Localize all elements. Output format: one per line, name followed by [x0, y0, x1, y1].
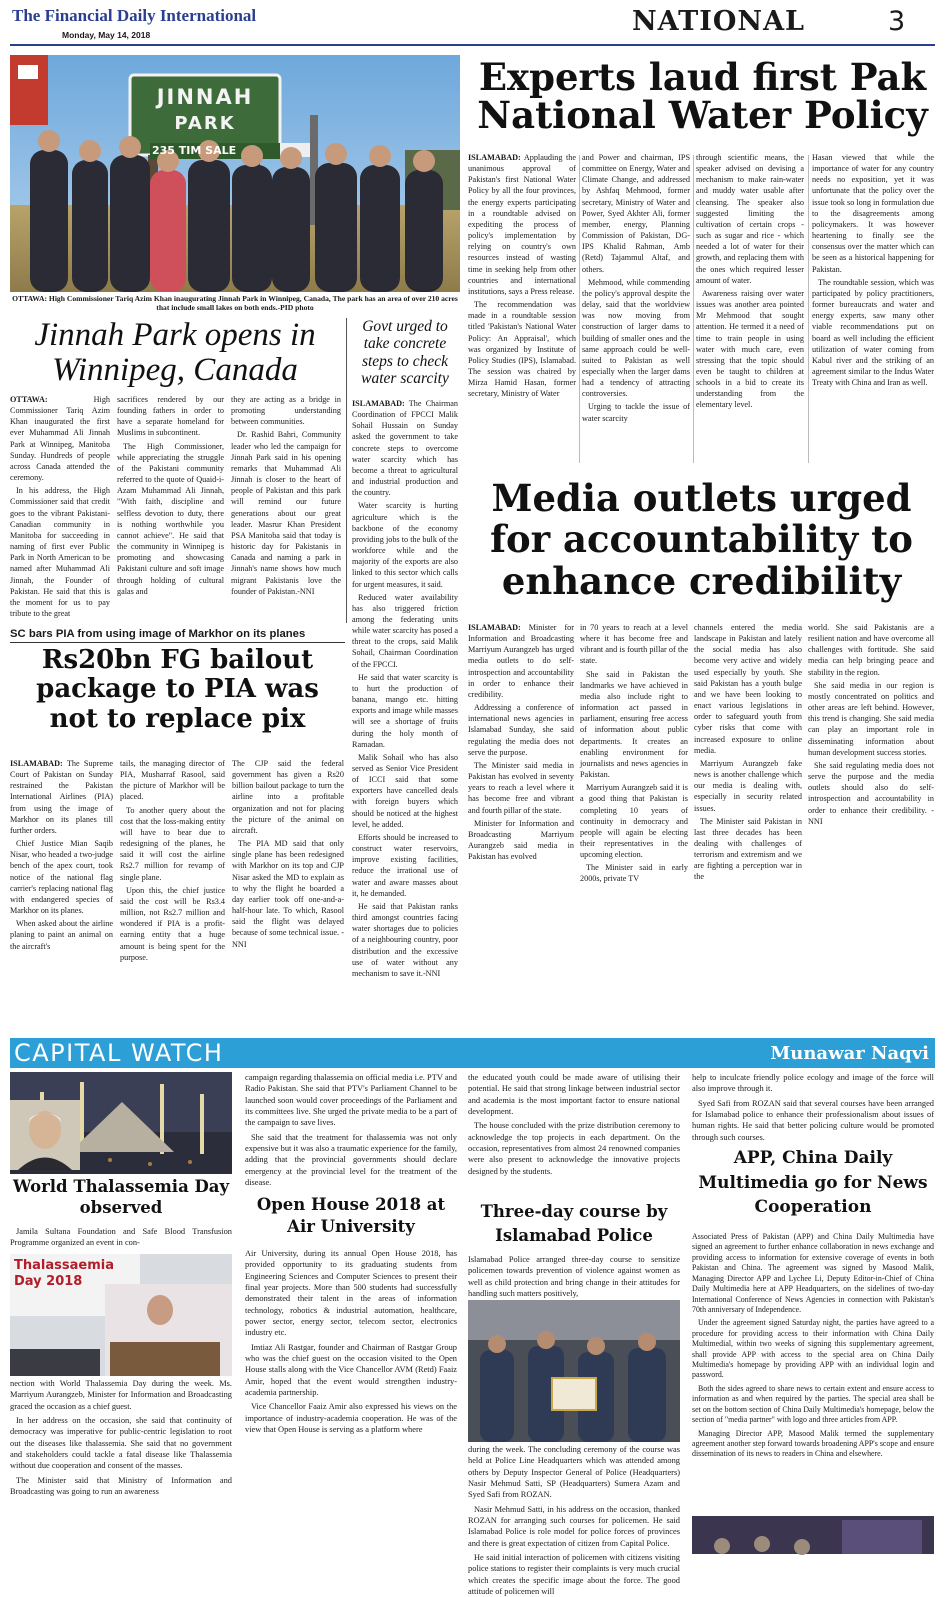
- jinnah-col3: [231, 394, 341, 624]
- police-body: [468, 1254, 680, 1299]
- air-university-body: [245, 1248, 457, 1550]
- paragraph: Reduced water availability has also triggered friction among the federating units while water scarcity has posed a threat to the crops, said Malik Sohail, Chairman Coordination of the FPCCI.: [352, 592, 458, 669]
- paragraph: Associated Press of Pakistan (APP) and China Daily Multimedia have signed an agreement to further enhance collaboration in news exchange and providing access to information for extensive coverage of events in both Pakistan and China. The agreement was signed by Masood Malik, Managing Director APP and Lychee Li, Deputy Editor-in-Chief of China Daily Multimedia here at APP Headquarters, on the sidelines of two-day International Conference of News Agencies in connection with Pakistan's 70th anniversary of Independence.: [692, 1232, 934, 1314]
- paragraph: In his address, the High Commissioner said that credit goes to the vibrant Pakistani-Canadian community in Manitoba for succeeding in naming of first ever Public Park in North American to be named after Muhammad Ali Jinnah, the Founder of Pakistan. He said that this is the moment for us to pay tribute to the great: [10, 486, 110, 618]
- jinnah-headline: Jinnah Park opens in Winnipeg, Canada: [34, 317, 316, 388]
- street-sign: 235 TIM SALE: [152, 144, 237, 157]
- park-sign-line1: JINNAH: [156, 85, 254, 109]
- paragraph: they are acting as a bridge in promoting understanding between communities.: [231, 395, 341, 427]
- paragraph: ISLAMABAD: Minister for Information and Broadcasting Marriyum Aurangzeb has urged media outlets to do self-introspection and accountability in order to enhance their credibility.: [468, 623, 574, 699]
- paragraph: The Minister said that Ministry of Information and Broadcasting was going to run an awareness: [10, 1475, 232, 1497]
- police-ceremony-photo: [468, 1300, 680, 1442]
- thalassemia-event-photo: [10, 1254, 232, 1376]
- thalassemia-col2-top: [245, 1072, 457, 1192]
- police-col4-top: [692, 1072, 934, 1142]
- media-headline: Media outlets urged for accountability to enhance credibility: [490, 476, 913, 603]
- paragraph: The CJP said the federal government has given a Rs20 billion bailout package to turn the airline into a profitable organization and not for placing the picture of the animal on aircraft.: [232, 759, 344, 835]
- water-policy-headline: Experts laud first Pak National Water Policy: [477, 55, 928, 138]
- paragraph: Addressing a conference of international news agencies in Islamabad Sunday, she said regulating the media does not serve the purpose.: [468, 703, 574, 757]
- masthead: [0, 0, 945, 50]
- paragraph: sacrifices rendered by our founding fathers in order to have a separate homeland for Muslims in subcontinent.: [117, 395, 224, 438]
- paragraph: Efforts should be increased to construct water reservoirs, improve existing facilities, reduce the irrational use of water and aware masses about it, he demanded.: [352, 832, 458, 898]
- paragraph: world. She said Pakistanis are a resilient nation and have overcome all challenges with fortitude. She said media can help bringing peace and stability in the region.: [808, 623, 934, 677]
- jinnah-col1: [10, 394, 110, 624]
- paragraph: Water scarcity is hurting agriculture which is the backbone of the economy providing jobs to the bulk of the workforce while and the majority of the exports are also linked to this sector which calls for urgent measures, it said.: [352, 501, 458, 589]
- masthead-rule: [10, 44, 935, 46]
- paragraph: The Minister said media in Pakistan has evolved in seventy years to reach a level where it has become free and vibrant and fourth pillar of the state.: [468, 760, 574, 815]
- paragraph: Managing Director APP, Masood Malik termed the supplementary agreement another step forward towards broadening APP's scope and ensure dissemination of its news to readers in China and elsewhere.: [692, 1428, 934, 1459]
- thalassemia-headline: World Thalassemia Day observed: [12, 1177, 230, 1218]
- paragraph: Marriyum Aurangzeb fake news is another challenge which our media is dealing with, especially in security related issues.: [694, 758, 802, 813]
- paragraph: He said that water scarcity is to hurt the production of banana, mango etc. hitting exports and image while masses will see a shortage of fruits during the holy month of Ramadan.: [352, 672, 458, 749]
- paragraph: channels entered the media landscape in Pakistan and lately the social media has also become very active and widely used especially by youth. She said Pakistan has a youth bulge and we have been looking to enact various legislations in order to safeguard youth from cyber risks that come with increased exposure to online media.: [694, 623, 802, 755]
- paragraph: campaign regarding thalassemia on official media i.e. PTV and Radio Pakistan. She said that PTV's Parliament Channel to be launched soon would cover proceedings of the Parliament and its committees live. She urged the private media to be a part of the campaign to save lives.: [245, 1073, 457, 1128]
- pia-col3: [232, 758, 344, 1034]
- columnist-byline: Munawar Naqvi: [770, 1043, 929, 1064]
- paragraph: Malik Sohail who has also served as Senior Vice President of ICCI said that some exporters have cancelled deals with foreign buyers which should be noticed at the highest level, he added.: [352, 752, 458, 829]
- paragraph: She said that the treatment for thalassemia was not only expensive but it was also a traumatic experience for the family, adding that the provincial governments should declare emergency at the provincial level for the treatment of the disease.: [245, 1132, 457, 1188]
- paragraph: Both the sides agreed to share news to certain extent and ensure access to information as and when required by the parties. The special area shall be set on the bottom section of China Daily Multimedia's homepage, below the section of "media partner" with logo and three articles from APP.: [692, 1383, 934, 1425]
- paragraph: Mehmood, while commending the policy's approval despite the delay, said that the worldview was now moving from construction of larger dams to building of smaller ones and the same approach could be well-suited to Pakistan as well especially when the larger dams had a tendency of attracting controversies.: [582, 277, 690, 399]
- paper-name: The Financial Daily International: [12, 6, 257, 25]
- paragraph: Hasan viewed that while the importance of water for any country needs no exposition, yet it was unfortunate that the policy over the issue took so long in formulation due to the disagreements among policymakers. It was however heartening to finally see the consensus over the matter which can be seen as a historical happening for Pakistan.: [812, 153, 934, 274]
- paragraph: Nasir Mehmud Satti, in his address on the occasion, thanked ROZAN for arranging such courses for policemen. He said Islamabad Police is role model for police forces of provinces and there is great expectation of citizen from Capital Police.: [468, 1504, 680, 1548]
- media-col2: [580, 622, 688, 1034]
- paragraph: Upon this, the chief justice said the cost will be Rs3.4 million, not Rs2.7 million and wondered if PIA is a profit-earning entity that a huge amount is being spent for the purpose.: [120, 885, 225, 962]
- paragraph: The recommendation was made in a roundtable session titled 'Pakistan's National Water Policy: An Appraisal', which was organized by Institute of Policy Studies (IPS), Islamabad. The session was chaired by Mirza Hamid Hasan, former secretary, Ministry of Water: [468, 300, 576, 399]
- dateline: ISLAMABAD:: [468, 153, 521, 162]
- paragraph: He said that Pakistan ranks third amongst countries facing water shortages due to policies of a neighbouring country, poor distribution and the excessive use of water without any mechanism to save it.-NNI: [352, 901, 458, 978]
- scarcity-headline: Govt urged to take concrete steps to check water scarcity: [361, 318, 449, 388]
- app-body: [692, 1232, 934, 1514]
- paragraph: She said in Pakistan the landmarks we have achieved in media also include right to information act passed in parliament, ensuring free access of information about public departments. It creates an enabling environment for journalists and news agencies in Pakistan.: [580, 669, 688, 780]
- scarcity-left-rule: [346, 318, 347, 623]
- paragraph: Syed Safi from ROZAN said that several courses have been arranged for Islamabad police to enhance their professionalism about issues of human rights. He said that better policing culture would be promoted through such courses.: [692, 1098, 934, 1142]
- paragraph: through scientific means, the speaker advised on devising a mechanism to make rain-water and muddy water usable after cleansing. The speaker also suggested limiting the cultivation of certain crops - such as sugar and rice - which needed a lot of water for their growth, and replacing them with the ones which required lesser amount of water.: [696, 153, 804, 285]
- thalassemia-continued: [10, 1378, 232, 1550]
- paragraph: She said regulating media does not serve the purpose and the media outlets should also do self-introspection and accountability in order to enhance their credibility. - NNI: [808, 760, 934, 826]
- jinnah-park-photo: [10, 55, 460, 292]
- media-col1: [468, 622, 574, 1034]
- paragraph: ISLAMABAD: Applauding the unanimous approval of Pakistan's first National Water Policy by all the four provinces, the energy experts participating in a roundtable advised on expediting the process of policy's implementation by relying on country's own resources instead of wasting time in seeking help from other countries and international institutions, says a Press release.: [468, 153, 576, 296]
- paragraph: help to inculcate friendly police ecology and image of the force will also improve through it.: [692, 1073, 934, 1094]
- paragraph: in 70 years to reach at a level where it has become free and vibrant and is fourth pillar of the state.: [580, 623, 688, 666]
- air-university-headline: Open House 2018 at Air University: [256, 1195, 446, 1237]
- thalassemia-intro: Jamila Sultana Foundation and Safe Blood Transfusion Programme organized an event in con-: [10, 1227, 232, 1248]
- paragraph: He said initial interaction of policemen with citizens visiting police stations to register their complaints is very much crucial which creates the specific image about the force. The good attitude of policemen will: [468, 1553, 680, 1597]
- paragraph: In her address on the occasion, she said that continuity of democracy was imperative for public-centric legislation to root out the diseases like thalassemia. She said that no government and stakeholders could tackle a fatal disease like Thalassemia without due cooperation and consent of the masses.: [10, 1416, 232, 1471]
- capital-watch-title: CAPITAL WATCH: [14, 1039, 224, 1067]
- paragraph: tails, the managing director of PIA, Musharraf Rasool, said the picture of Markhor will be placed.: [120, 759, 225, 802]
- park-sign-line2: PARK: [174, 113, 236, 134]
- dateline: ISLAMABAD:: [10, 759, 63, 768]
- media-col3: [694, 622, 802, 1034]
- water-policy-col1: [468, 152, 576, 468]
- paragraph: Urging to tackle the issue of water scarcity: [582, 402, 690, 423]
- water-policy-col4: [812, 152, 934, 468]
- scarcity-body: [352, 398, 458, 1033]
- paragraph: and Power and chairman, IPS committee on Energy, Water and Climate Change, and addressed by Ashfaq Mehmood, former secretary, Ministry of Water and Power, Syed Akhter Ali, former member, energy, Planning Commission of Pakistan, DG-IPS Khalid Rahman, Amb (Retd) Tajammul Altaf, and others.: [582, 153, 690, 274]
- paragraph: OTTAWA: High Commissioner Tariq Azim Khan inaugurated the first ever Muhammad Ali Jinnah Park at Winnipeg, Manitoba Sunday. Hundreds of people across Canada attended the ceremony.: [10, 395, 110, 483]
- paragraph: The Minister said Pakistan in last three decades has been dealing with challenges of terrorism and extremism and we are fighting a perception war in the: [694, 816, 802, 882]
- capital-watch-banner: [10, 1038, 935, 1068]
- paragraph: Minister for Information and Broadcasting Marriyum Aurangzeb said media in Pakistan has evolved: [468, 818, 574, 862]
- thalassemia-banner-text: Thalassaemia Day 2018: [14, 1258, 114, 1289]
- dateline: ISLAMABAD:: [352, 399, 405, 408]
- air-university-col3-top: [468, 1072, 680, 1200]
- paragraph: Awareness raising over water issues was another area pointed Mr Mehmood that sought attention. He termed it a need of time to train people in using water with much care, even stressing that the topic should even be taught to children at schools in a bid to create its understanding from the elementary level.: [696, 288, 804, 410]
- app-conference-photo: [692, 1516, 934, 1554]
- jinnah-photo-caption: OTTAWA: High Commissioner Tariq Azim Khan inaugurating Jinnah Park in Winnipeg, Canada, The park has an area of over 210 acres that include small lakes on both ends.-PID photo: [12, 294, 458, 313]
- dateline: OTTAWA:: [10, 395, 48, 404]
- paragraph: during the week. The concluding ceremony of the course was held at Police Line Headquarters which was attended among others by Deputy Inspector General of Police (Headquarters) Nasir Mehmud Satti, SP (Headquarters) Sumera Azam and Syed Safi from ROZAN.: [468, 1445, 680, 1500]
- water-policy-col3: [696, 152, 804, 468]
- paragraph: The Minister said in early 2000s, private TV: [580, 863, 688, 884]
- paragraph: Imtiaz Ali Rastgar, founder and Chairman of Rastgar Group who was the chief guest on the occasion visited to the Open House stalls along with the Vice Chancellor AVM (Retd) Faaiz Amir, hoped that the event would strengthen industry-academia partnership.: [245, 1342, 457, 1398]
- water-divider-1: [579, 155, 580, 463]
- dateline: ISLAMABAD:: [468, 623, 521, 632]
- paragraph: Chief Justice Mian Saqib Nisar, who headed a two-judge bench of the apex court, took notice of the national flag carrier's replacing national flag with endangered species of Markhor on its planes.: [10, 839, 113, 916]
- police-continued: [468, 1444, 680, 1597]
- water-policy-col2: [582, 152, 690, 468]
- jinnah-col2: [117, 394, 224, 624]
- paragraph: Under the agreement signed Saturday night, the parties have agreed to a procedure for providing access to their information with China Daily Multimedial, within two weeks of signing this supplementary agreement, shall provide APP with access to the special area on China Daily Multimedia's homepage by providing APP with an individual login and password.: [692, 1318, 934, 1380]
- page-number: 3: [888, 6, 906, 37]
- paragraph: Marriyum Aurangzeb said it is a good thing that Pakistan is completing 10 years of continuity in democracy and people will again be electing their representatives in the upcoming election.: [580, 783, 688, 860]
- pia-col2: [120, 758, 225, 1034]
- paragraph: The house concluded with the prize distribution ceremony to acknowledge the top projects in each department. On the occasion, representatives from almost 24 renowned companies were also present to acknowledge the innovative projects designed by the students.: [468, 1121, 680, 1176]
- paragraph: Islamabad Police arranged three-day course to sensitize policemen towards prevention of violence against women as well as child protection and bring change in their attitudes for handling such matters positively,: [468, 1255, 680, 1299]
- jinnah-portrait-photo: [10, 1100, 80, 1170]
- police-headline: Three-day course by Islamabad Police: [480, 1202, 668, 1245]
- paragraph: She said media in our region is mostly concentrated on politics and other areas are left behind. However, this trend is changing. She said media can play an important role in disseminating information about human development success stories.: [808, 680, 934, 757]
- paragraph: When asked about the airline planing to paint an animal on the aircraft's: [10, 919, 113, 951]
- paragraph: ISLAMABAD: The Supreme Court of Pakistan on Sunday restrained the Pakistan International Airlines (PIA) from using the image of Markhor on its planes till further orders.: [10, 759, 113, 835]
- media-col4: [808, 622, 934, 1034]
- issue-date: Monday, May 14, 2018: [62, 30, 151, 40]
- water-divider-3: [808, 155, 809, 463]
- paragraph: Dr. Rashid Bahri, Community leader who led the campaign for Jinnah Park said in his opening remarks that Muhammad Ali Jinnah is closer to the heart of people of Pakistan and this park will remind our future generations about our great leader. Masrur Khan President PSA Manitoba said that today is historic day for Pakistanis in Canada and naming a park in Jinnah's name shows how much migrant Pakistanis love the founder of Pakistan.-NNI: [231, 430, 341, 596]
- pia-kicker: SC bars PIA from using image of Markhor on its planes: [10, 628, 345, 643]
- paragraph: Air University, during its annual Open House 2018, has provided opportunity to its graduating students from Engineering Sciences and Computer Sciences to present their final year projects. More than 500 students had successfully demonstrated their talent in the areas of information technology, robotics & industrial automation, healthcare, power sector, energy sector, telecom sector, electronics industry etc.: [245, 1249, 457, 1338]
- pia-col1: [10, 758, 113, 1034]
- paragraph: The High Commissioner, while appreciating the struggle of the Pakistani community referred to the quote of Quaid-i-Azam Muhammad Ali Jinnah, "With faith, discipline and selfless devotion to duty, there is nothing worthwhile you cannot achieve". He said that the community in Winnipeg is promoting and showcasing Pakistani culture and soft image through holding of cultural galas and: [117, 441, 224, 596]
- app-headline: APP, China Daily Multimedia go for News Cooperation: [698, 1148, 928, 1218]
- paragraph: The PIA MD said that only single plane has been redesigned with Markhor on its top and CJP Nisar asked the MD to explain as to why the flight he boarded a day earlier took off one-and-a-half-hour late. To which, Rasool said the flight was delayed because of some technical issue. - NNI: [232, 839, 344, 949]
- paragraph: Vice Chancellor Faaiz Amir also expressed his views on the importance of industry-academia cooperation. He was of the view that Open House is serving as a platform where: [245, 1402, 457, 1435]
- paragraph: the educated youth could be made aware of utilising their potential. He said that strong linkage between industrial sector and academia is the most important factor to ensure national development.: [468, 1073, 680, 1117]
- section-name: NATIONAL: [632, 6, 806, 37]
- paragraph: ISLAMABAD: The Chairman Coordination of FPCCI Malik Sohail Hussain on Sunday asked the government to take concrete steps to overcome water scarcity which has become a threat to agricultural and industrial production and the country.: [352, 399, 458, 498]
- paragraph: To another query about the cost that the loss-making entity will have to bear due to redesigning of the planes, he said it will cost the airline Rs2.7 million for revamp of single plane.: [120, 805, 225, 882]
- paragraph: nection with World Thalassemia Day during the week. Ms. Marriyum Aurangzeb, Minister for Information and Broadcasting graced the occasion as a chief guest.: [10, 1379, 232, 1411]
- paragraph: The roundtable session, which was participated by policy practitioners, former bureaucrats and water and energy experts, saw many other viable recommendations put on board as well including the efficient utilization of water coming from Kabul river and the striking of an agreement similar to the Indus Water Treaty with China and Iran as well.: [812, 277, 934, 388]
- water-divider-2: [693, 155, 694, 463]
- pia-headline: Rs20bn FG bailout package to PIA was not to replace pix: [36, 645, 319, 734]
